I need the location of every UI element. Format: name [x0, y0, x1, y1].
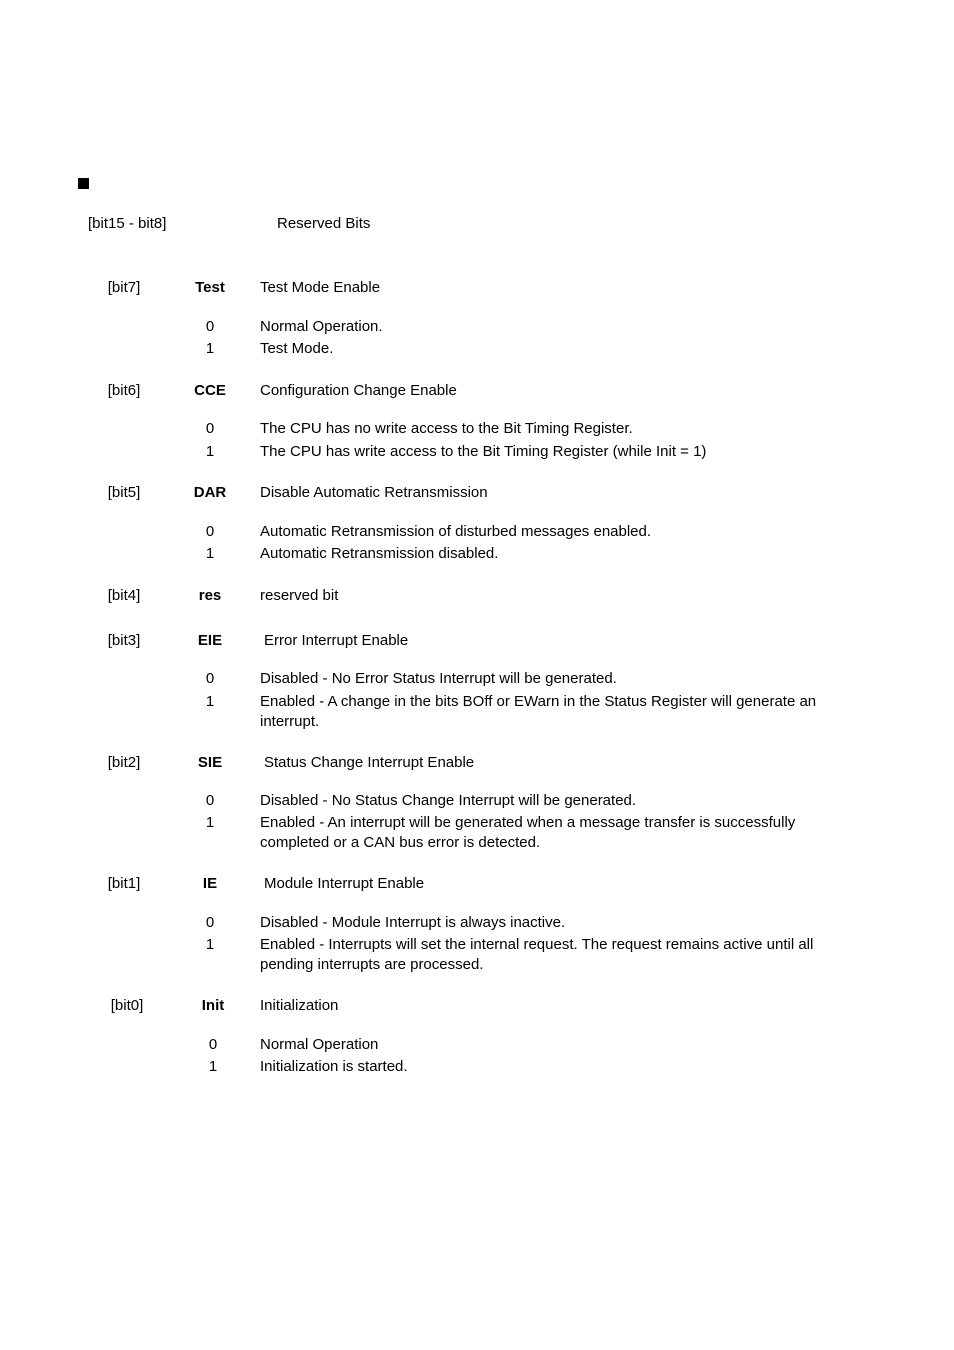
value-description: Initialization is started.	[260, 1058, 408, 1075]
value-code: 1	[208, 1058, 218, 1075]
reserved-label: Reserved Bits	[277, 215, 371, 232]
value-description: Enabled - An interrupt will be generated when a message transfer is successfully completed or a CAN bus error is detected.	[260, 814, 796, 851]
value-code: 0	[205, 792, 215, 809]
field-name: IE	[202, 875, 218, 892]
value-code: 1	[205, 340, 215, 357]
field-name: res	[198, 587, 222, 604]
field-title: Test Mode Enable	[260, 279, 381, 296]
field-name: CCE	[194, 382, 226, 399]
bit-label: [bit0]	[110, 997, 144, 1014]
field-name: Test	[195, 279, 225, 296]
value-description: Normal Operation	[260, 1036, 379, 1053]
bit-label: [bit3]	[107, 632, 141, 649]
reserved-range: [bit15 - bit8]	[88, 215, 167, 232]
bit-label: [bit6]	[107, 382, 141, 399]
value-description: Enabled - A change in the bits BOff or EWarn in the Status Register will generate an interrupt.	[260, 693, 817, 730]
section-bullet-icon	[78, 178, 89, 189]
value-description: The CPU has write access to the Bit Timing Register (while Init = 1)	[260, 443, 707, 460]
value-code: 1	[205, 936, 215, 953]
bit-label: [bit1]	[107, 875, 141, 892]
value-code: 1	[205, 443, 215, 460]
field-name: SIE	[197, 754, 223, 771]
field-title: Status Change Interrupt Enable	[264, 754, 475, 771]
value-description: Disabled - No Status Change Interrupt will be generated.	[260, 792, 637, 809]
field-name: Init	[201, 997, 225, 1014]
bit-label: [bit7]	[107, 279, 141, 296]
value-description: Automatic Retransmission of disturbed messages enabled.	[260, 523, 652, 540]
field-title: Initialization	[260, 997, 339, 1014]
value-code: 0	[205, 420, 215, 437]
value-code: 0	[205, 523, 215, 540]
value-description: Automatic Retransmission disabled.	[260, 545, 499, 562]
value-description: Normal Operation.	[260, 318, 383, 335]
value-code: 1	[205, 693, 215, 710]
field-name: DAR	[193, 484, 227, 501]
field-title: reserved bit	[260, 587, 339, 604]
value-code: 0	[205, 318, 215, 335]
value-description: Disabled - No Error Status Interrupt will be generated.	[260, 670, 617, 687]
value-description: Enabled - Interrupts will set the internal request. The request remains active until all pending interrupts are processed.	[260, 936, 814, 973]
value-description: The CPU has no write access to the Bit Timing Register.	[260, 420, 633, 437]
field-title: Disable Automatic Retransmission	[260, 484, 488, 501]
value-code: 1	[205, 545, 215, 562]
field-title: Configuration Change Enable	[260, 382, 457, 399]
value-description: Disabled - Module Interrupt is always inactive.	[260, 914, 566, 931]
bit-label: [bit2]	[107, 754, 141, 771]
value-description: Test Mode.	[260, 340, 334, 357]
value-code: 0	[205, 914, 215, 931]
bit-label: [bit5]	[107, 484, 141, 501]
value-code: 1	[205, 814, 215, 831]
field-title: Error Interrupt Enable	[264, 632, 409, 649]
value-code: 0	[205, 670, 215, 687]
field-title: Module Interrupt Enable	[264, 875, 425, 892]
bit-label: [bit4]	[107, 587, 141, 604]
field-name: EIE	[197, 632, 223, 649]
value-code: 0	[208, 1036, 218, 1053]
